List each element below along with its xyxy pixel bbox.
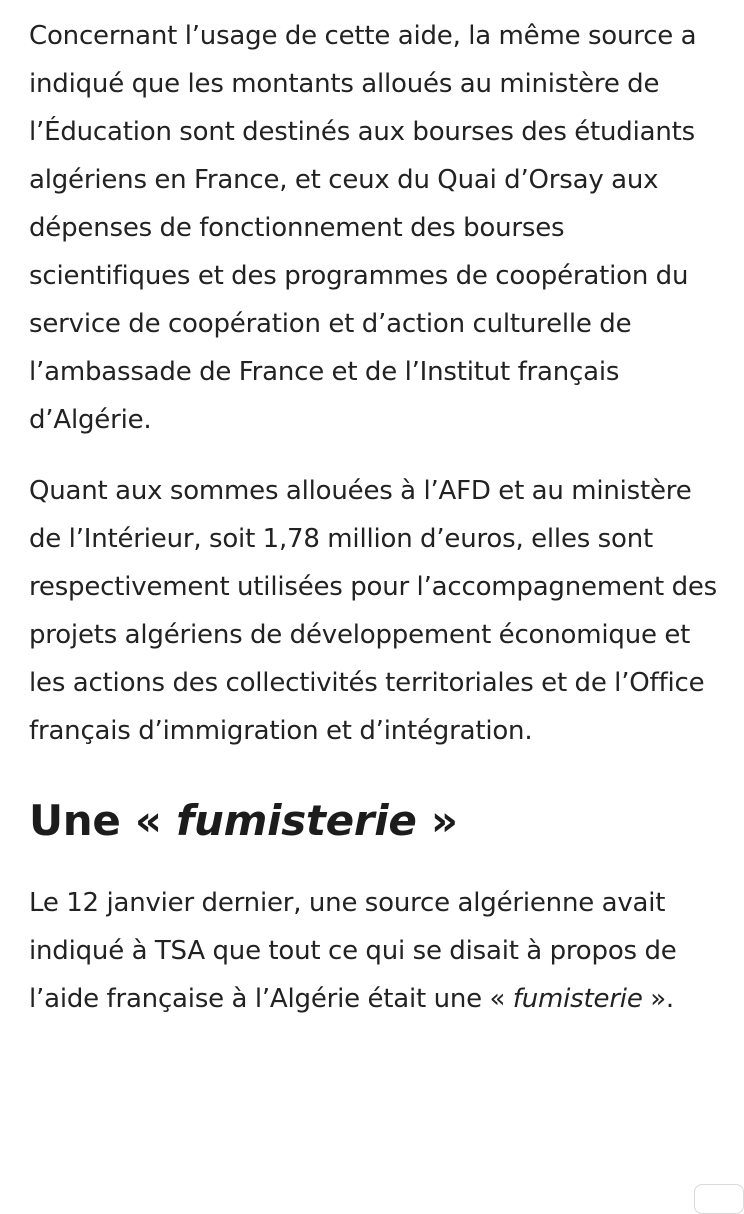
heading-prefix: Une « — [29, 796, 177, 845]
article-body — [29, 12, 729, 1046]
paragraph-source-emphasis: fumisterie — [512, 984, 643, 1014]
paragraph-source-algerienne — [29, 879, 729, 1023]
paragraph-sommes-allouees: Quant aux sommes allouées à l’AFD et au ministère de l’Intérieur, soit 1,78 million d’euros, elles sont respectivement utilisées pour l’accompagnement des projets algériens de développement économique et les actions des collectivités territoriales et de l’Office français d’immigration et d’intégration. — [29, 476, 718, 746]
heading-emphasis: fumisterie — [176, 796, 417, 845]
paragraph-source-suffix: ». — [642, 984, 674, 1014]
heading-suffix: » — [416, 796, 458, 845]
paragraph-usage-aide: Concernant l’usage de cette aide, la même source a indiqué que les montants alloués au ministère de l’Éducation sont destinés aux bourses des étudiants algériens en France, et ceux du Quai d’Orsay aux dépenses de fonctionnement des bourses scientifiques et des programmes de coopération du service de coopération et d’action culturelle de l’ambassade de France et de l’Institut français d’Algérie. — [29, 21, 697, 435]
section-heading — [29, 793, 729, 849]
paragraph-source-text: Le 12 janvier dernier, une source algérienne avait indiqué à TSA que tout ce qui se disait à propos de l’aide française à l’Algérie était une « — [29, 888, 677, 1014]
floating-action-button[interactable] — [694, 1184, 744, 1214]
